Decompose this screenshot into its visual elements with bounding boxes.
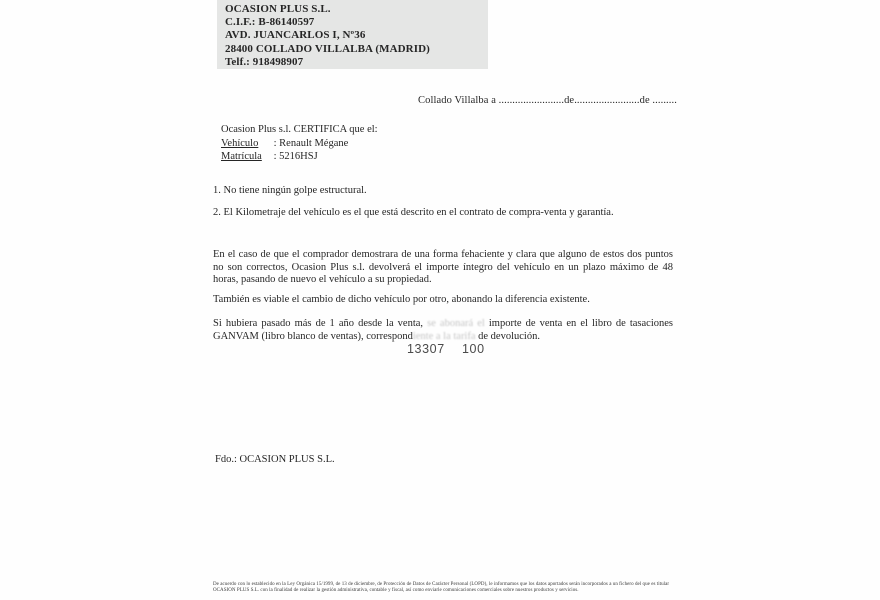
company-city: 28400 COLLADO VILLALBA (MADRID) — [225, 42, 430, 55]
vehicle-value: : Renault Mégane — [273, 138, 349, 149]
exchange-paragraph: También es viable el cambio de dicho vehículo por otro, abonando la diferencia existente. — [213, 294, 590, 305]
one-year-smudged-segment-1: se abonará el — [427, 318, 485, 329]
certified-point-1: 1. No tiene ningún golpe estructural. — [213, 185, 367, 196]
lopd-footer-line2: OCASION PLUS S.L. con la finalidad de realizar la gestión administrativa, contable y fiscal, así como enviarle comunicaciones comerciales sobre nuestros productos y servicios. — [213, 588, 579, 593]
overlay-number-13307: 13307 — [407, 342, 445, 356]
plate-label: Matrícula — [221, 151, 262, 162]
one-year-text-part3: de devolución. — [475, 330, 540, 342]
company-cif: C.I.F.: B-86140597 — [225, 16, 315, 29]
signature-line: Fdo.: OCASION PLUS S.L. — [215, 454, 335, 465]
one-year-paragraph — [213, 318, 673, 343]
plate-line — [221, 151, 318, 162]
date-fill-in-line: Collado Villalba a ........................de........................de ......... — [418, 95, 677, 106]
company-address: AVD. JUANCARLOS I, Nº36 — [225, 29, 366, 42]
one-year-smudged-segment-2: iente a la tarifa — [412, 330, 476, 342]
company-name: OCASION PLUS S.L. — [225, 3, 331, 15]
plate-value: : 5216HSJ — [273, 151, 318, 162]
certifies-line: Ocasion Plus s.l. CERTIFICA que el: — [221, 124, 378, 135]
company-header-box — [217, 0, 488, 69]
refund-paragraph: En el caso de que el comprador demostrara de una forma fehaciente y clara que alguno de estos dos puntos no son correctos, Ocasion Plus s.l. devolverá el importe íntegro del vehículo en un plazo máximo de 48 horas, pasando de nuevo el vehículo a su propiedad. — [213, 249, 673, 286]
vehicle-line — [221, 138, 348, 149]
one-year-text-part2: importe de venta en el libro de tasaciones GANVAM (libro blanco de ventas), correspond — [213, 318, 674, 342]
lopd-footer-line1: De acuerdo con lo establecido en la Ley Orgánica 15/1999, de 13 de diciembre, de Protección de Datos de Carácter Personal (LOPD), le informamos que los datos aportados serán incorporados a un fichero del que es titular — [213, 582, 670, 587]
certified-point-2: 2. El Kilometraje del vehículo es el que está descrito en el contrato de compra-venta y garantía. — [213, 207, 614, 218]
overlay-number-100: 100 — [462, 342, 485, 356]
lopd-footer — [213, 582, 685, 594]
company-phone: Telf.: 918498907 — [225, 55, 304, 68]
one-year-text-part1: Si hubiera pasado más de 1 año desde la venta, — [213, 318, 428, 329]
vehicle-label: Vehículo — [221, 138, 259, 149]
